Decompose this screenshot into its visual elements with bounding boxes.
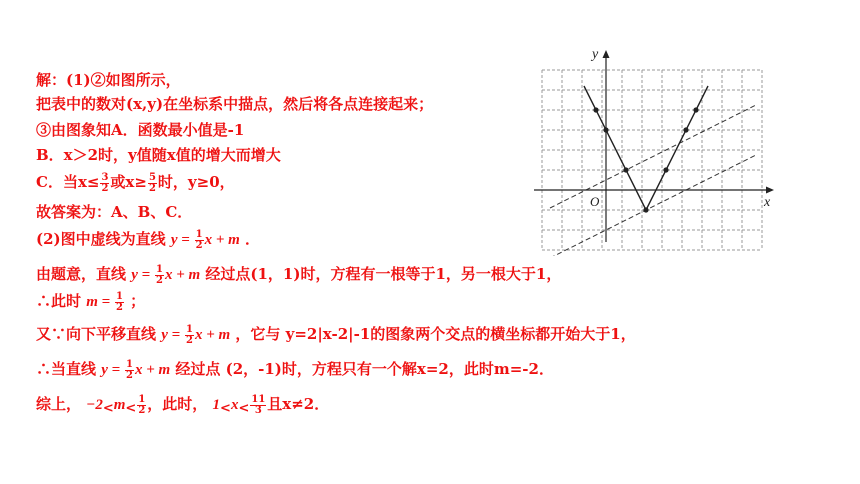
text: ； — [130, 292, 146, 310]
text: 又∵向下平移直线 — [36, 325, 157, 343]
data-point — [603, 127, 608, 132]
denominator: 2 — [125, 369, 133, 381]
data-point — [693, 107, 698, 112]
text: ． — [245, 230, 261, 248]
math: 1 — [212, 397, 221, 413]
data-point — [663, 167, 668, 172]
fraction — [195, 230, 204, 251]
fraction — [155, 265, 164, 286]
text: 时，y≥0， — [157, 173, 235, 191]
text: ，此时， — [147, 395, 208, 413]
numerator: 5 — [148, 171, 156, 183]
numerator: 3 — [101, 171, 109, 183]
numerator: 1 — [195, 228, 203, 240]
numerator: 11 — [251, 393, 266, 405]
fraction — [115, 292, 124, 313]
solution-line-4: B．x＞2时，y值随x值的增大而增大 — [36, 146, 281, 164]
text: C．当x≤ — [36, 173, 100, 191]
fraction — [137, 395, 146, 416]
solution-line-11 — [36, 359, 554, 381]
fraction — [125, 360, 134, 381]
denominator: 2 — [155, 274, 163, 286]
text: 或x≥ — [110, 173, 147, 191]
math: x + m — [194, 327, 231, 343]
x-axis-arrow — [766, 187, 774, 194]
numerator: 1 — [115, 290, 123, 302]
fraction — [185, 325, 194, 346]
solution-line-3: ③由图象知A．函数最小值是-1 — [36, 121, 245, 139]
dashed-lines — [550, 105, 756, 256]
numerator: 1 — [138, 393, 146, 405]
function-curve — [584, 86, 708, 210]
numerator: 1 — [125, 358, 133, 370]
x-axis-label: x — [764, 195, 771, 210]
text: ，它与 y=2|x-2|-1的图象两个交点的横坐标都开始大于1， — [235, 325, 636, 343]
text: 经过点 (2，-1)时，方程只有一个解x=2，此时m=-2． — [175, 360, 554, 378]
solution-line-8 — [36, 264, 561, 286]
less-than-sign: < — [125, 401, 137, 416]
solution-line-6: 故答案为：A、B、C． — [36, 203, 193, 221]
grid — [542, 70, 762, 250]
math: x — [230, 397, 239, 413]
math: y = — [170, 232, 194, 248]
less-than-sign: < — [238, 401, 250, 416]
math: m — [113, 397, 126, 413]
y-axis-arrow — [603, 50, 610, 58]
dashed-line — [550, 105, 756, 208]
text: 由题意，直线 — [36, 265, 127, 283]
solution-line-1: 解：(1)②如图所示， — [36, 71, 181, 89]
less-than-sign: < — [102, 401, 114, 416]
data-point — [643, 207, 648, 212]
function-graph — [528, 44, 780, 256]
denominator: 2 — [185, 334, 193, 346]
math: −2 — [86, 397, 103, 413]
solution-line-12 — [36, 394, 329, 416]
math: y = — [161, 327, 184, 343]
axes — [534, 50, 774, 242]
v-shape-line — [584, 86, 708, 210]
fraction — [100, 173, 109, 194]
less-than-sign: < — [220, 401, 231, 416]
fraction — [250, 395, 266, 416]
denominator: 2 — [148, 182, 156, 194]
numerator: 1 — [185, 323, 193, 335]
text: 经过点(1，1)时，方程有一根等于1，另一根大于1， — [205, 265, 562, 283]
math: x + m — [134, 362, 171, 378]
math: x + m — [204, 232, 240, 248]
solution-line-10 — [36, 324, 636, 346]
text: ∴此时 — [36, 292, 82, 310]
denominator: 2 — [101, 182, 109, 194]
y-axis-label: y — [592, 47, 599, 62]
origin-label: O — [590, 194, 600, 209]
text: (2)图中虚线为直线 — [36, 230, 166, 248]
denominator: 2 — [115, 301, 123, 313]
math: y = — [101, 362, 124, 378]
numerator: 1 — [155, 263, 163, 275]
solution-line-2: 把表中的数对(x,y)在坐标系中描点，然后将各点连接起来； — [36, 95, 434, 113]
math: x + m — [164, 267, 201, 283]
solution-line-7 — [36, 229, 260, 251]
solution-line-5 — [36, 172, 235, 194]
denominator: 2 — [195, 239, 203, 251]
text: 且x≠2． — [267, 395, 330, 413]
text: ∴当直线 — [36, 360, 97, 378]
data-point — [593, 107, 598, 112]
fraction — [148, 173, 157, 194]
data-point — [683, 127, 688, 132]
math: y = — [131, 267, 154, 283]
denominator: 2 — [138, 404, 146, 416]
denominator: 3 — [254, 404, 262, 416]
math: m = — [86, 294, 114, 310]
text: 综上， — [36, 395, 82, 413]
data-point — [623, 167, 628, 172]
solution-line-9 — [36, 291, 145, 313]
